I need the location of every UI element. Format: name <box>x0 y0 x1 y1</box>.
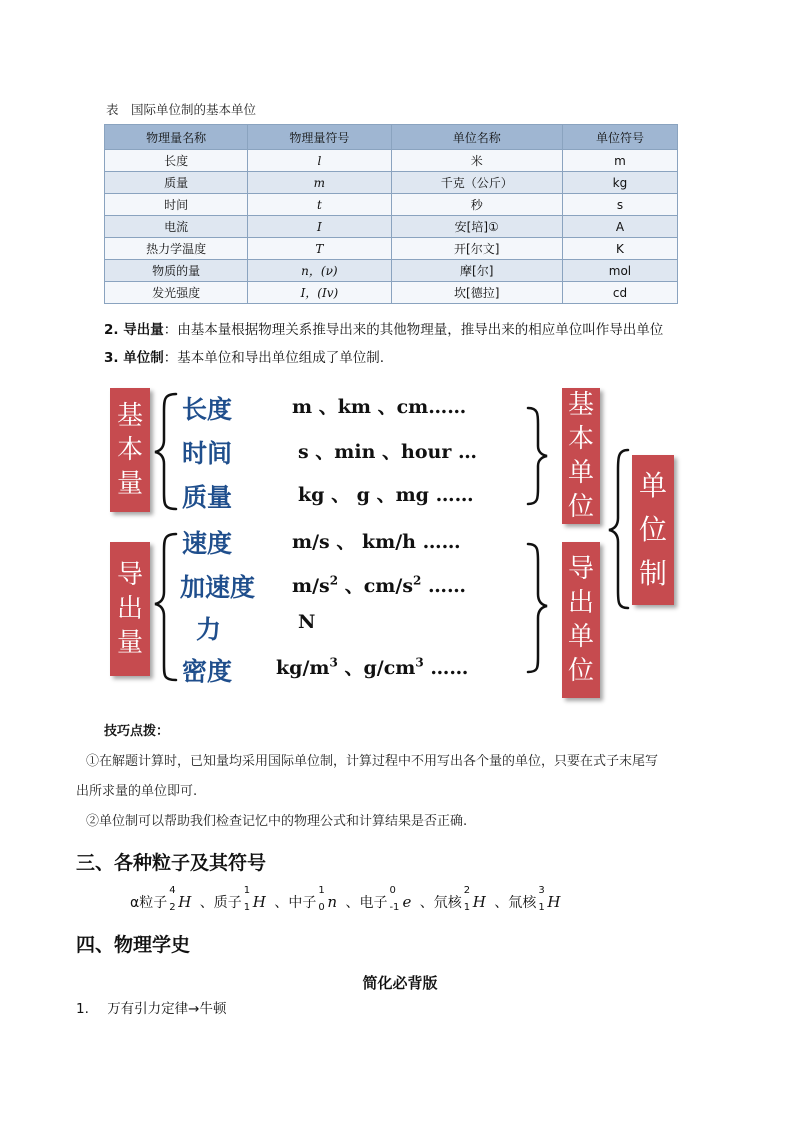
box-char: 量 <box>116 628 143 658</box>
unit-text: 、cm/s <box>338 575 414 597</box>
cell-unit-symbol: m <box>562 150 677 172</box>
nuclide-symbol <box>318 885 337 913</box>
cell-name: 长度 <box>105 150 248 172</box>
cell-unit-name: 摩[尔] <box>391 260 562 282</box>
particle-label: 、中子 <box>274 895 317 911</box>
cell-symbol: I，(Iv) <box>248 282 391 304</box>
box-char: 制 <box>638 557 667 590</box>
column-header: 物理量名称 <box>105 125 248 150</box>
particle-label: 、质子 <box>199 895 242 911</box>
nuclide-symbol <box>243 885 266 913</box>
particle-label: 、氘核 <box>419 895 462 911</box>
cell-unit-symbol: A <box>562 216 677 238</box>
nuclide-symbol <box>463 885 486 913</box>
box-char: 位 <box>567 492 594 522</box>
qty-velocity: 速度 <box>182 529 233 558</box>
mass-number: 1 <box>243 885 251 896</box>
units-mass: kg 、 g 、mg …… <box>298 484 474 506</box>
cell-unit-symbol: kg <box>562 172 677 194</box>
nuclide-symbol <box>538 885 561 913</box>
cell-unit-name: 安[培]① <box>391 216 562 238</box>
charge-number: 1 <box>463 902 471 913</box>
tips-title: 技巧点拨： <box>104 724 170 739</box>
element-symbol: n <box>327 893 337 911</box>
right-brace-derived <box>528 544 547 672</box>
cell-unit-name: 秒 <box>391 194 562 216</box>
paragraph-number: 3. <box>104 350 124 366</box>
box-char: 基 <box>116 401 143 431</box>
cell-unit-symbol: s <box>562 194 677 216</box>
particle-label: α粒子 <box>130 895 168 911</box>
superscript: 2 <box>413 573 422 588</box>
cell-unit-name: 坎[德拉] <box>391 282 562 304</box>
box-char: 量 <box>116 469 143 499</box>
charge-number: 2 <box>169 902 176 913</box>
qty-acceleration: 加速度 <box>180 573 256 602</box>
superscript: 3 <box>329 655 338 670</box>
box-char: 本 <box>116 435 143 465</box>
box-char: 导 <box>567 554 594 584</box>
box-char: 单 <box>567 622 594 652</box>
charge-number: 1 <box>538 902 545 913</box>
qty-time: 时间 <box>182 439 233 468</box>
left-brace-basic <box>155 394 176 509</box>
paragraph-number: 2. <box>104 322 124 338</box>
cell-unit-name: 米 <box>391 150 562 172</box>
cell-name: 物质的量 <box>105 260 248 282</box>
cell-name: 质量 <box>105 172 248 194</box>
cell-symbol: n，(ν) <box>248 260 391 282</box>
box-char: 位 <box>567 656 594 686</box>
cell-symbol: T <box>248 238 391 260</box>
unit-text: kg/m <box>276 657 330 679</box>
tip-1-line-2: 出所求量的单位即可. <box>76 784 198 799</box>
box-char: 基 <box>567 390 594 420</box>
box-char: 单 <box>567 458 594 488</box>
charge-number: 1 <box>243 902 251 913</box>
unit-text: 、g/cm <box>337 657 416 679</box>
table-caption: 表 国际单位制的基本单位 <box>106 102 257 117</box>
nuclide-symbol <box>169 885 192 913</box>
box-char: 位 <box>638 513 667 546</box>
units-acceleration <box>292 571 466 598</box>
right-brace-basic <box>528 408 547 504</box>
element-symbol: H <box>252 893 266 911</box>
unit-text: …… <box>423 657 469 679</box>
section-3-heading: 三、各种粒子及其符号 <box>76 852 267 874</box>
list-number: 1. <box>76 1001 89 1017</box>
cell-symbol: I <box>248 216 391 238</box>
units-length: m 、km 、cm…… <box>292 396 467 418</box>
mass-number: 3 <box>538 885 545 896</box>
element-symbol: e <box>402 893 412 911</box>
qty-force: 力 <box>196 615 222 644</box>
particle-list <box>130 885 564 913</box>
element-symbol: H <box>472 893 486 911</box>
particle-label: 、电子 <box>345 895 388 911</box>
cell-name: 时间 <box>105 194 248 216</box>
cell-symbol: l <box>248 150 391 172</box>
cell-name: 发光强度 <box>105 282 248 304</box>
paragraph-text: ：由基本量根据物理关系推导出来的其他物理量，推导出来的相应单位叫作导出单位 <box>163 322 664 338</box>
cell-unit-name: 千克（公斤） <box>391 172 562 194</box>
mass-number: 4 <box>169 885 176 896</box>
qty-density: 密度 <box>182 657 233 686</box>
box-char: 导 <box>116 560 143 590</box>
column-header: 单位符号 <box>562 125 677 150</box>
units-time: s 、min 、hour … <box>298 441 477 463</box>
unit-text: …… <box>421 575 467 597</box>
cell-name: 电流 <box>105 216 248 238</box>
cell-unit-symbol: mol <box>562 260 677 282</box>
box-char: 出 <box>567 588 594 618</box>
units-density <box>276 653 468 680</box>
units-force: N <box>298 611 316 633</box>
column-header: 单位名称 <box>391 125 562 150</box>
mass-number: 0 <box>389 885 396 896</box>
box-char: 出 <box>116 594 143 624</box>
mass-number: 2 <box>463 885 471 896</box>
tip-2: ②单位制可以帮助我们检查记忆中的物理公式和计算结果是否正确. <box>86 814 468 829</box>
nuclide-symbol <box>389 885 412 913</box>
charge-number: 0 <box>318 902 325 913</box>
units-velocity: m/s 、 km/h …… <box>292 531 461 553</box>
term-unit-system: 单位制 <box>123 350 164 366</box>
charge-number: -1 <box>389 902 400 913</box>
simplified-title: 简化必背版 <box>362 974 438 992</box>
list-item <box>76 997 227 1017</box>
left-brace-derived <box>155 534 176 680</box>
cell-unit-symbol: cd <box>562 282 677 304</box>
element-symbol: H <box>547 893 561 911</box>
tip-1-line-1: ①在解题计算时，已知量均采用国际单位制，计算过程中不用写出各个量的单位，只要在式子末尾写 <box>86 754 659 769</box>
unit-text: m/s <box>292 575 330 597</box>
cell-symbol: t <box>248 194 391 216</box>
column-header: 物理量符号 <box>248 125 391 150</box>
cell-unit-symbol: K <box>562 238 677 260</box>
qty-length: 长度 <box>182 395 233 424</box>
box-char: 本 <box>567 424 594 454</box>
box-char: 单 <box>638 469 667 502</box>
term-derived-quantity: 导出量 <box>123 322 164 338</box>
section-4-heading: 四、物理学史 <box>76 934 191 956</box>
superscript: 2 <box>329 573 339 588</box>
cell-symbol: m <box>248 172 391 194</box>
list-text: 万有引力定律→牛顿 <box>107 1001 227 1017</box>
mass-number: 1 <box>318 885 325 896</box>
element-symbol: H <box>178 893 192 911</box>
right-brace-system <box>609 450 628 608</box>
cell-name: 热力学温度 <box>105 238 248 260</box>
qty-mass: 质量 <box>182 483 233 512</box>
particle-label: 、氚核 <box>494 895 537 911</box>
cell-unit-name: 开[尔文] <box>391 238 562 260</box>
paragraph-text: ：基本单位和导出单位组成了单位制. <box>163 350 385 366</box>
superscript: 3 <box>415 655 424 670</box>
